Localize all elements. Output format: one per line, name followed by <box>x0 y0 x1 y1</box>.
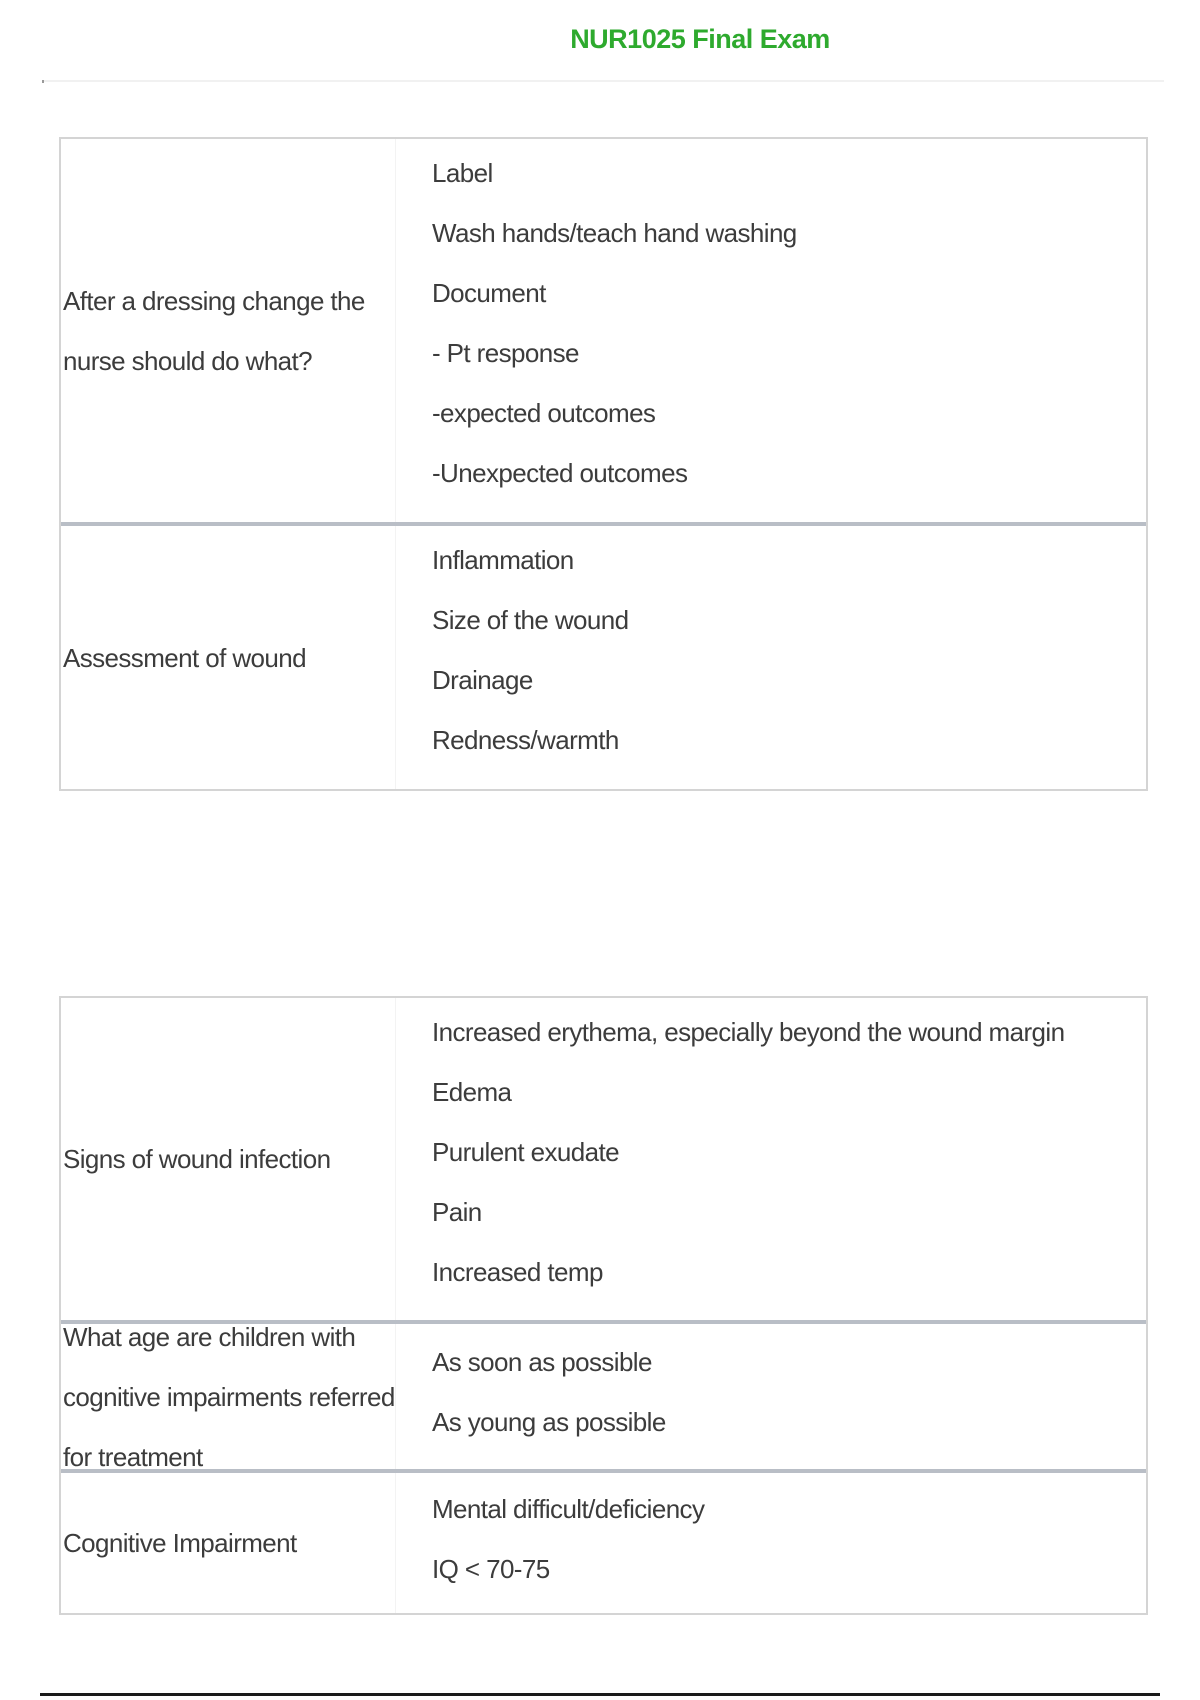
flashcard-table-2 <box>59 996 1148 1615</box>
definition-line: Mental difficult/deficiency <box>432 1494 705 1524</box>
definition-line: - Pt response <box>432 338 579 368</box>
definition-line: Drainage <box>432 665 533 695</box>
flashcard-row[interactable] <box>61 522 1146 789</box>
definition-line: -expected outcomes <box>432 398 656 428</box>
term-cell <box>61 998 396 1320</box>
definition-cell <box>396 526 1146 789</box>
flashcard-table-1 <box>59 137 1148 791</box>
term-cell <box>61 526 396 789</box>
definition-line: Label <box>432 158 493 188</box>
definition-line: Purulent exudate <box>432 1137 619 1167</box>
term-text: Signs of wound infection <box>63 1144 331 1174</box>
term-cell <box>61 1473 396 1613</box>
flashcard-row[interactable] <box>61 139 1146 522</box>
term-cell <box>61 139 396 522</box>
definition-line: Increased temp <box>432 1257 603 1287</box>
term-cell <box>61 1321 396 1472</box>
definition-line: Size of the wound <box>432 605 629 635</box>
definition-cell <box>396 998 1146 1320</box>
flashcard-row[interactable] <box>61 998 1146 1320</box>
definition-cell <box>396 1473 1146 1613</box>
definition-line: As young as possible <box>432 1407 666 1437</box>
definition-line: Edema <box>432 1077 512 1107</box>
definition-line: As soon as possible <box>432 1347 652 1377</box>
page-title: NUR1025 Final Exam <box>570 24 830 54</box>
definition-line: Redness/warmth <box>432 725 619 755</box>
term-text: After a dressing change the nurse should do what? <box>63 285 365 376</box>
definition-line: Pain <box>432 1197 482 1227</box>
term-text: Cognitive Impairment <box>63 1528 297 1558</box>
definition-line: -Unexpected outcomes <box>432 458 688 488</box>
term-text: What age are children with cognitive impairments referred for treatment <box>63 1321 395 1472</box>
definition-cell <box>396 1324 1146 1469</box>
flashcard-row[interactable] <box>61 1469 1146 1613</box>
flashcard-row[interactable] <box>61 1320 1146 1472</box>
definition-cell <box>396 139 1146 522</box>
definition-line: Document <box>432 278 546 308</box>
footer-divider <box>40 1693 1160 1696</box>
definition-line: Wash hands/teach hand washing <box>432 218 797 248</box>
corner-mark <box>42 80 44 83</box>
definition-line: Inflammation <box>432 545 574 575</box>
term-text: Assessment of wound <box>63 642 306 673</box>
definition-line: Increased erythema, especially beyond the wound margin <box>432 1017 1065 1047</box>
definition-line: IQ < 70-75 <box>432 1554 550 1584</box>
header-divider <box>44 80 1164 82</box>
